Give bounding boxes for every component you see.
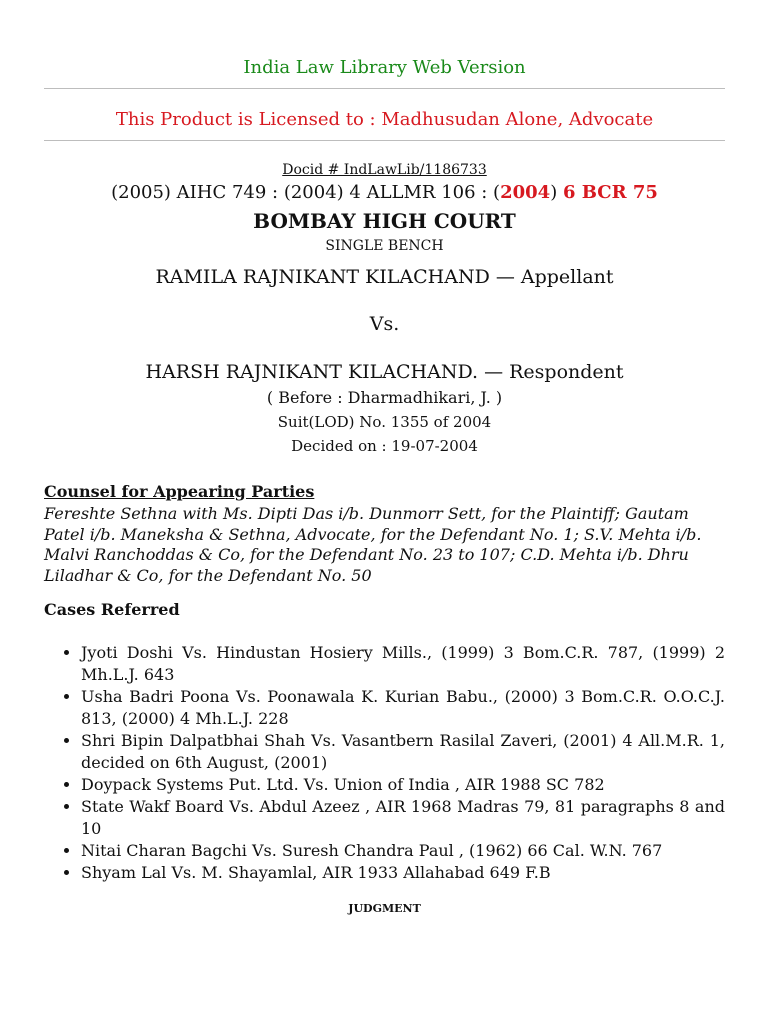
list-item: • State Wakf Board Vs. Abdul Azeez , AIR 1968 Madras 79, 81 paragraphs 8 and 10 [81,796,725,840]
list-item: • Shri Bipin Dalpatbhai Shah Vs. Vasantbern Rasilal Zaveri, (2001) 4 All.M.R. 1, decided on 6th August, (2001) [81,730,725,774]
list-item: • Shyam Lal Vs. M. Shayamlal, AIR 1933 Allahabad 649 F.B [81,862,725,884]
citation-line [44,181,725,205]
cases-referred-heading: Cases Referred [44,600,180,619]
site-title: India Law Library Web Version [243,57,526,78]
citation-year: 2004 [500,182,551,203]
list-item: • Doypack Systems Put. Ltd. Vs. Union of India , AIR 1988 SC 782 [81,774,725,796]
counsel-text: Fereshte Sethna with Ms. Dipti Das i/b. Dunmorr Sett, for the Plaintiff; Gautam Patel i/b. Maneksha & Sethna, Advocate, for the Defendant No. 1; S.V. Mehta i/b. Malvi Ranchoddas & Co, for the Defendant No. 23 to 107; C.D. Mehta i/b. Dhru Liladhar & Co, for the Defendant No. 50 [44,504,702,585]
citation-prefix: (2005) AIHC 749 : (2004) 4 ALLMR 106 : ( [111,182,501,203]
cases-referred-list [44,642,725,884]
decision-date: Decided on : 19-07-2004 [291,437,478,455]
appellant: RAMILA RAJNIKANT KILACHAND — Appellant [155,266,614,288]
citation-bcr: 6 BCR 75 [562,182,658,203]
bench-judge: ( Before : Dharmadhikari, J. ) [266,388,503,407]
suit-number: Suit(LOD) No. 1355 of 2004 [277,413,492,431]
citation-mid: ) [550,182,563,203]
counsel-heading: Counsel for Appearing Parties [44,482,315,501]
list-item: • Jyoti Doshi Vs. Hindustan Hosiery Mills., (1999) 3 Bom.C.R. 787, (1999) 2 Mh.L.J. 643 [81,642,725,686]
list-item: • Nitai Charan Bagchi Vs. Suresh Chandra Paul , (1962) 66 Cal. W.N. 767 [81,840,725,862]
bench-type: SINGLE BENCH [325,238,444,254]
list-item: • Usha Badri Poona Vs. Poonawala K. Kurian Babu., (2000) 3 Bom.C.R. O.O.C.J. 813, (2000) 4 Mh.L.J. 228 [81,686,725,730]
license-divider [44,140,725,141]
court-name: BOMBAY HIGH COURT [253,209,516,233]
doc-id: Docid # IndLawLib/1186733 [282,162,487,178]
respondent: HARSH RAJNIKANT KILACHAND. — Respondent [145,361,624,383]
judgment-heading: JUDGMENT [348,902,421,915]
document-page [44,0,725,917]
license-notice: This Product is Licensed to : Madhusudan Alone, Advocate [115,109,654,130]
versus: Vs. [369,313,400,335]
